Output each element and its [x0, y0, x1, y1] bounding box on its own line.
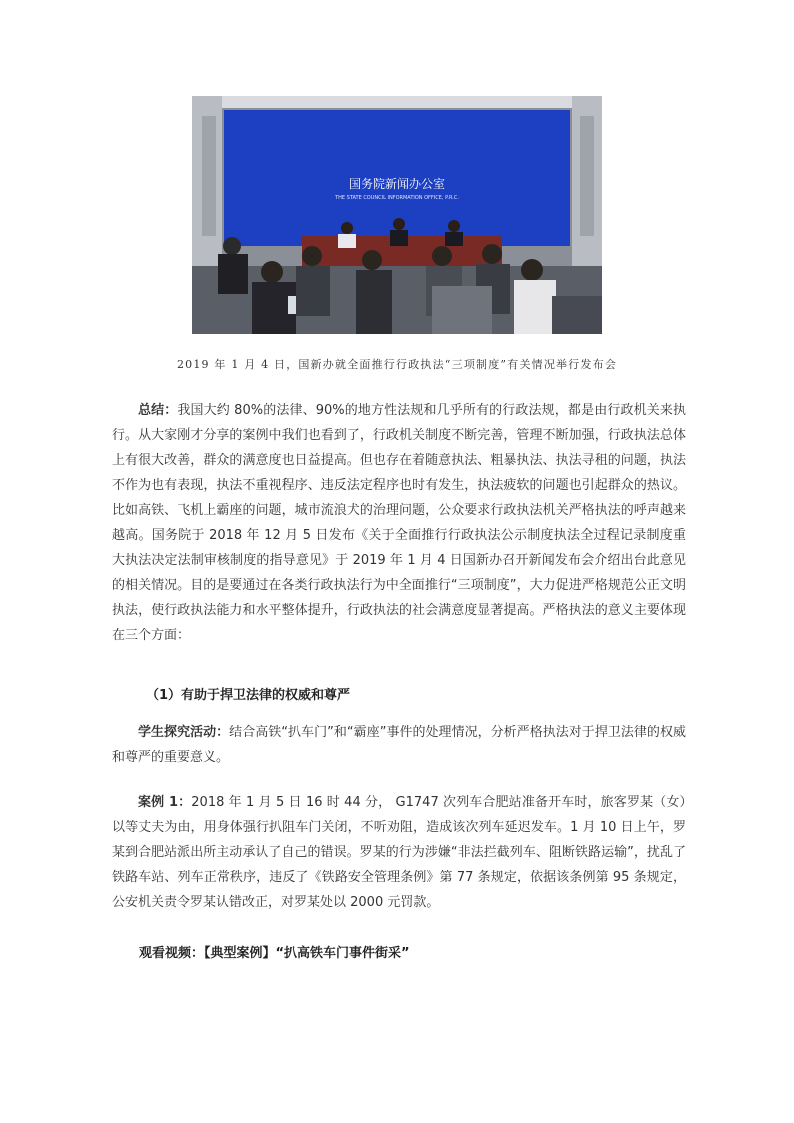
case-text: 2018 年 1 月 5 日 16 时 44 分， G1747 次列车合肥站准备开车时，旅客罗某（女）以等丈夫为由，用身体强行扒阻车门关闭，不听劝阻，造成该次列车延迟发车。1 月 10 日上午，罗某到合肥站派出所主动承认了自己的错误。罗某的行为涉嫌“非法拦截列车、阻断铁路运输”，扰乱了铁路车站、列车正常秩序，违反了《铁路安全管理条例》第 77 条规定，依据该条例第 95 条规定，公安机关责令罗某认错改正，对罗某处以 2000 元罚款。 [112, 795, 686, 910]
video-label: 观看视频： [139, 946, 205, 961]
video-line [139, 942, 410, 961]
activity-label: 学生探究活动： [138, 725, 230, 740]
press-conference-photo [192, 96, 602, 334]
case-label: 案例 1： [138, 795, 192, 810]
summary-paragraph [112, 398, 686, 648]
activity-text: 结合高铁“扒车门”和“霸座”事件的处理情况，分析严格执法对于捍卫法律的权威和尊严的重要意义。 [112, 725, 686, 765]
case-paragraph [112, 790, 686, 915]
video-title: 【典型案例】“扒高铁车门事件街采” [204, 946, 410, 961]
backdrop-subtitle: THE STATE COUNCIL INFORMATION OFFICE, P.R.C. [335, 195, 459, 201]
photo-caption: 2019 年 1 月 4 日，国新办就全面推行行政执法“三项制度”有关情况举行发布会 [176, 358, 618, 371]
activity-paragraph [112, 720, 686, 770]
section-heading: （1）有助于捍卫法律的权威和尊严 [146, 688, 351, 703]
summary-text: 我国大约 80%的法律、90%的地方性法规和几乎所有的行政法规，都是由行政机关来执行。从大家刚才分享的案例中我们也看到了，行政机关制度不断完善，管理不断加强，行政执法总体上有很大改善，群众的满意度也日益提高。但也存在着随意执法、粗暴执法、执法寻租的问题，执法不作为也有表现，执法不重视程序、违反法定程序也时有发生，执法疲软的问题也引起群众的热议。比如高铁、飞机上霸座的问题，城市流浪犬的治理问题，公众要求行政执法机关严格执法的呼声越来越高。国务院于 2018 年 12 月 5 日发布《关于全面推行行政执法公示制度执法全过程记录制度重大执法决定法制审核制度的指导意见》于 2019 年 1 月 4 日国新办召开新闻发布会介绍出台此意见的相关情况。目的是要通过在各类行政执法行为中全面推行“三项制度”，大力促进严格规范公正文明执法，使行政执法能力和水平整体提升，行政执法的社会满意度显著提高。严格执法的意义主要体现在三个方面： [112, 403, 686, 643]
summary-label: 总结： [138, 403, 178, 418]
backdrop-title: 国务院新闻办公室 [348, 177, 446, 191]
